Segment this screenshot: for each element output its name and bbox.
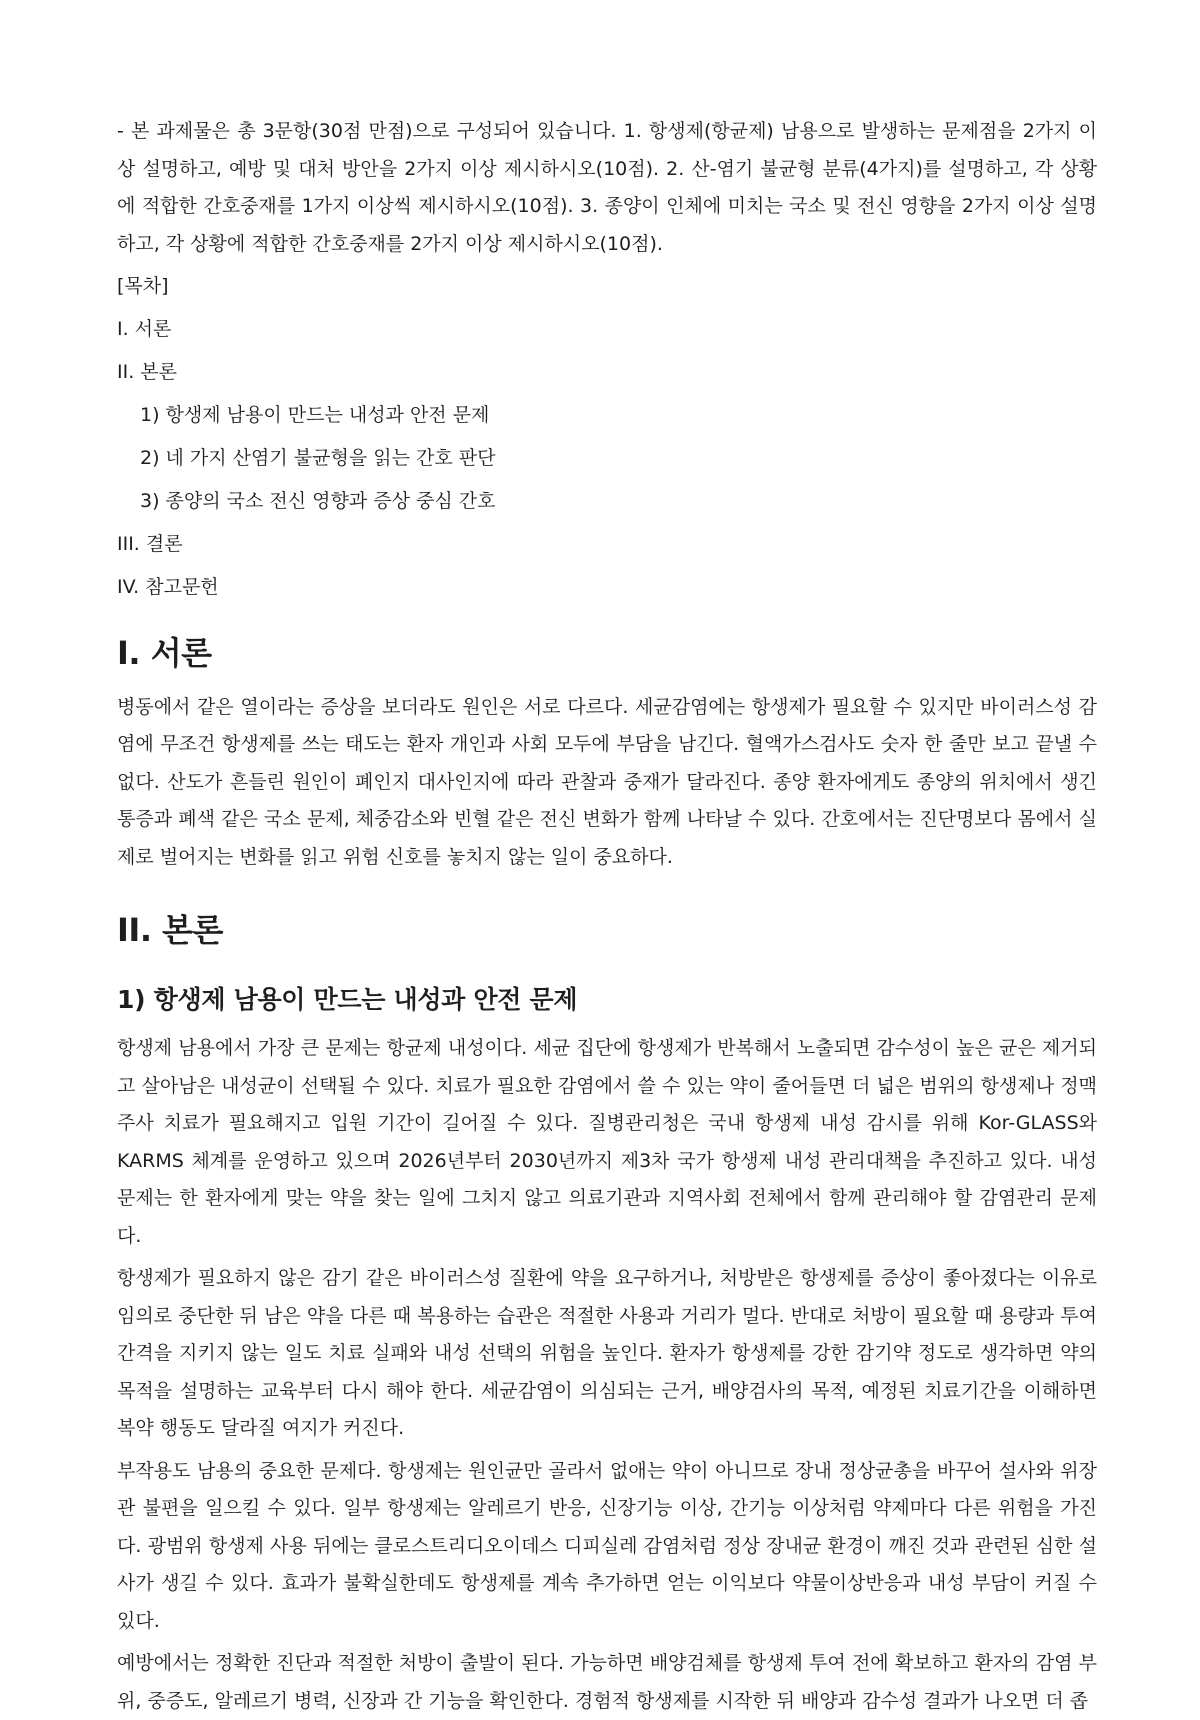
toc-subitem: 1) 항생제 남용이 만드는 내성과 안전 문제 bbox=[140, 404, 490, 426]
table-of-contents bbox=[117, 268, 1097, 607]
body-paragraph: 항생제 남용에서 가장 큰 문제는 항균제 내성이다. 세균 집단에 항생제가 반복해서 노출되면 감수성이 높은 균은 제거되고 살아남은 내성균이 선택될 수 있다. 치료가 필요한 감염에서 쓸 수 있는 약이 줄어들면 더 넓은 범위의 항생제나 정맥주사 치료가 필요해지고 입원 기간이 길어질 수 있다. 질병관리청은 국내 항생제 내성 감시를 위해 Kor-GLASS와 KARMS 체계를 운영하고 있으며 2026년부터 2030년까지 제3차 국가 항생제 내성 관리대책을 추진하고 있다. 내성 문제는 한 환자에게 맞는 약을 찾는 일에 그치지 않고 의료기관과 지역사회 전체에서 함께 관리해야 할 감염관리 문제다. bbox=[117, 1037, 1097, 1247]
toc-item: IV. 참고문헌 bbox=[117, 576, 219, 598]
toc-item: III. 결론 bbox=[117, 533, 183, 555]
body-paragraph: 항생제가 필요하지 않은 감기 같은 바이러스성 질환에 약을 요구하거나, 처방받은 항생제를 증상이 좋아졌다는 이유로 임의로 중단한 뒤 남은 약을 다른 때 복용하는 습관은 적절한 사용과 거리가 멀다. 반대로 처방이 필요할 때 용량과 투여 간격을 지키지 않는 일도 치료 실패와 내성 선택의 위험을 높인다. 환자가 항생제를 강한 감기약 정도로 생각하면 약의 목적을 설명하는 교육부터 다시 해야 한다. 세균감염이 의심되는 근거, 배양검사의 목적, 예정된 치료기간을 이해하면 복약 행동도 달라질 여지가 커진다. bbox=[117, 1267, 1097, 1439]
toc-heading: [목차] bbox=[117, 275, 169, 297]
section-heading-main-body: II. 본론 bbox=[117, 911, 223, 949]
toc-subitem: 3) 종양의 국소 전신 영향과 증상 중심 간호 bbox=[140, 490, 496, 512]
toc-item: II. 본론 bbox=[117, 361, 177, 383]
toc-item: I. 서론 bbox=[117, 318, 172, 340]
body-paragraph: 예방에서는 정확한 진단과 적절한 처방이 출발이 된다. 가능하면 배양검체를 항생제 투여 전에 확보하고 환자의 감염 부위, 중증도, 알레르기 병력, 신장과 간 기능을 확인한다. 경험적 항생제를 시작한 뒤 배양과 감수성 결과가 나오면 더 좁 bbox=[117, 1652, 1097, 1712]
toc-subitem: 2) 네 가지 산염기 불균형을 읽는 간호 판단 bbox=[140, 447, 496, 469]
introduction-paragraph: 병동에서 같은 열이라는 증상을 보더라도 원인은 서로 다르다. 세균감염에는 항생제가 필요할 수 있지만 바이러스성 감염에 무조건 항생제를 쓰는 태도는 환자 개인과 사회 모두에 부담을 남긴다. 혈액가스검사도 숫자 한 줄만 보고 끝낼 수 없다. 산도가 흔들린 원인이 폐인지 대사인지에 따라 관찰과 중재가 달라진다. 종양 환자에게도 종양의 위치에서 생긴 통증과 폐색 같은 국소 문제, 체중감소와 빈혈 같은 전신 변화가 함께 나타날 수 있다. 간호에서는 진단명보다 몸에서 실제로 벌어지는 변화를 읽고 위험 신호를 놓치지 않는 일이 중요하다. bbox=[117, 695, 1097, 868]
assignment-description: - 본 과제물은 총 3문항(30점 만점)으로 구성되어 있습니다. 1. 항생제(항균제) 남용으로 발생하는 문제점을 2가지 이상 설명하고, 예방 및 대처 방안을 2가지 이상 제시하시오(10점). 2. 산-염기 불균형 분류(4가지)를 설명하고, 각 상황에 적합한 간호중재를 1가지 이상씩 제시하시오(10점). 3. 종양이 인체에 미치는 국소 및 전신 영향을 2가지 이상 설명하고, 각 상황에 적합한 간호중재를 2가지 이상 제시하시오(10점). bbox=[117, 120, 1097, 255]
subsection-heading-antibiotics: 1) 항생제 남용이 만드는 내성과 안전 문제 bbox=[117, 985, 578, 1014]
section-heading-introduction: I. 서론 bbox=[117, 633, 212, 672]
body-paragraph: 부작용도 남용의 중요한 문제다. 항생제는 원인균만 골라서 없애는 약이 아니므로 장내 정상균총을 바꾸어 설사와 위장관 불편을 일으킬 수 있다. 일부 항생제는 알레르기 반응, 신장기능 이상, 간기능 이상처럼 약제마다 다른 위험을 가진다. 광범위 항생제 사용 뒤에는 클로스트리디오이데스 디피실레 감염처럼 정상 장내균 환경이 깨진 것과 관련된 심한 설사가 생길 수 있다. 효과가 불확실한데도 항생제를 계속 추가하면 얻는 이익보다 약물이상반응과 내성 부담이 커질 수 있다. bbox=[117, 1459, 1097, 1632]
